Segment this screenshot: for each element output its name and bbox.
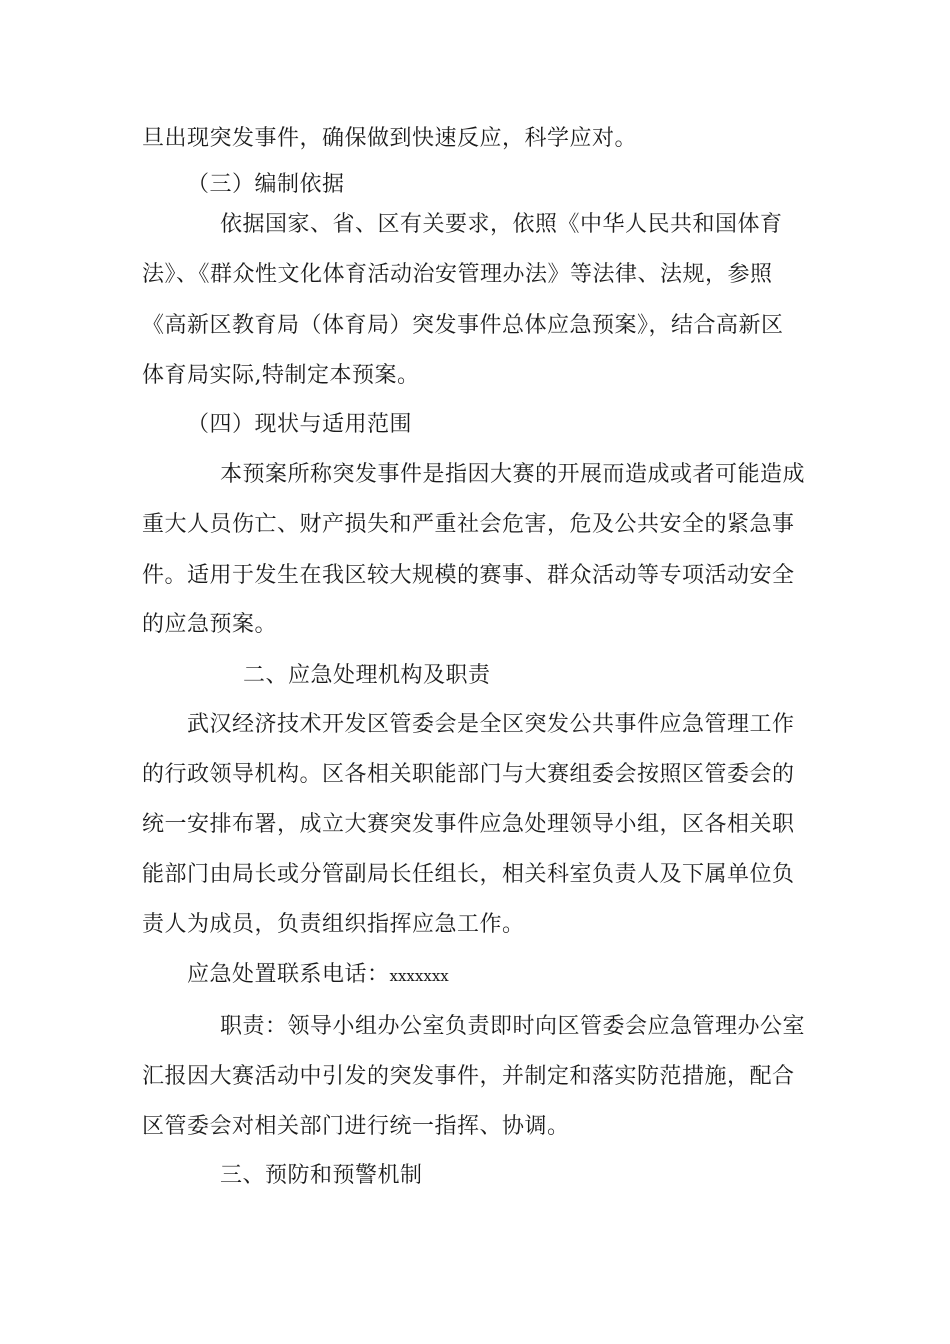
paragraph-line: 责人为成员，负责组织指挥应急工作。: [142, 912, 525, 937]
chapter-heading-two: 二、应急处理机构及职责: [243, 663, 491, 688]
paragraph-line: 法》、《群众性文化体育活动治安管理办法》等法律、法规，参照: [142, 262, 773, 287]
paragraph-line: 武汉经济技术开发区管委会是全区突发公共事件应急管理工作: [187, 712, 795, 737]
contact-phone-line: [187, 960, 449, 991]
section-heading-basis: （三）编制依据: [187, 172, 345, 197]
contact-phone-value: xxxxxxx: [389, 967, 449, 985]
paragraph-line: 统一安排布署，成立大赛突发事件应急处理领导小组，区各相关职: [142, 812, 795, 837]
paragraph-line: 汇报因大赛活动中引发的突发事件，并制定和落实防范措施，配合: [142, 1064, 795, 1089]
paragraph-line: 能部门由局长或分管副局长任组长，相关科室负责人及下属单位负: [142, 862, 795, 887]
paragraph-line: 旦出现突发事件，确保做到快速反应，科学应对。: [142, 126, 638, 151]
paragraph-line: 职责：领导小组办公室负责即时向区管委会应急管理办公室: [220, 1014, 806, 1039]
paragraph-line: 的行政领导机构。区各相关职能部门与大赛组委会按照区管委会的: [142, 762, 795, 787]
paragraph-line: 的应急预案。: [142, 612, 278, 637]
paragraph-line: 依据国家、省、区有关要求，依照《中华人民共和国体育: [220, 212, 783, 237]
paragraph-line: 《高新区教育局（体育局）突发事件总体应急预案》，结合高新区: [142, 313, 784, 338]
paragraph-line: 重大人员伤亡、财产损失和严重社会危害，危及公共安全的紧急事: [142, 512, 795, 537]
section-heading-scope: （四）现状与适用范围: [187, 412, 413, 437]
contact-phone-label: 应急处置联系电话：: [187, 962, 390, 987]
paragraph-line: 件。适用于发生在我区较大规模的赛事、群众活动等专项活动安全: [142, 563, 795, 588]
paragraph-line: 本预案所称突发事件是指因大赛的开展而造成或者可能造成: [220, 462, 806, 487]
chapter-heading-three: 三、预防和预警机制: [220, 1163, 423, 1188]
paragraph-line: 区管委会对相关部门进行统一指挥、协调。: [142, 1114, 570, 1139]
paragraph-line: 体育局实际,特制定本预案。: [142, 363, 420, 388]
